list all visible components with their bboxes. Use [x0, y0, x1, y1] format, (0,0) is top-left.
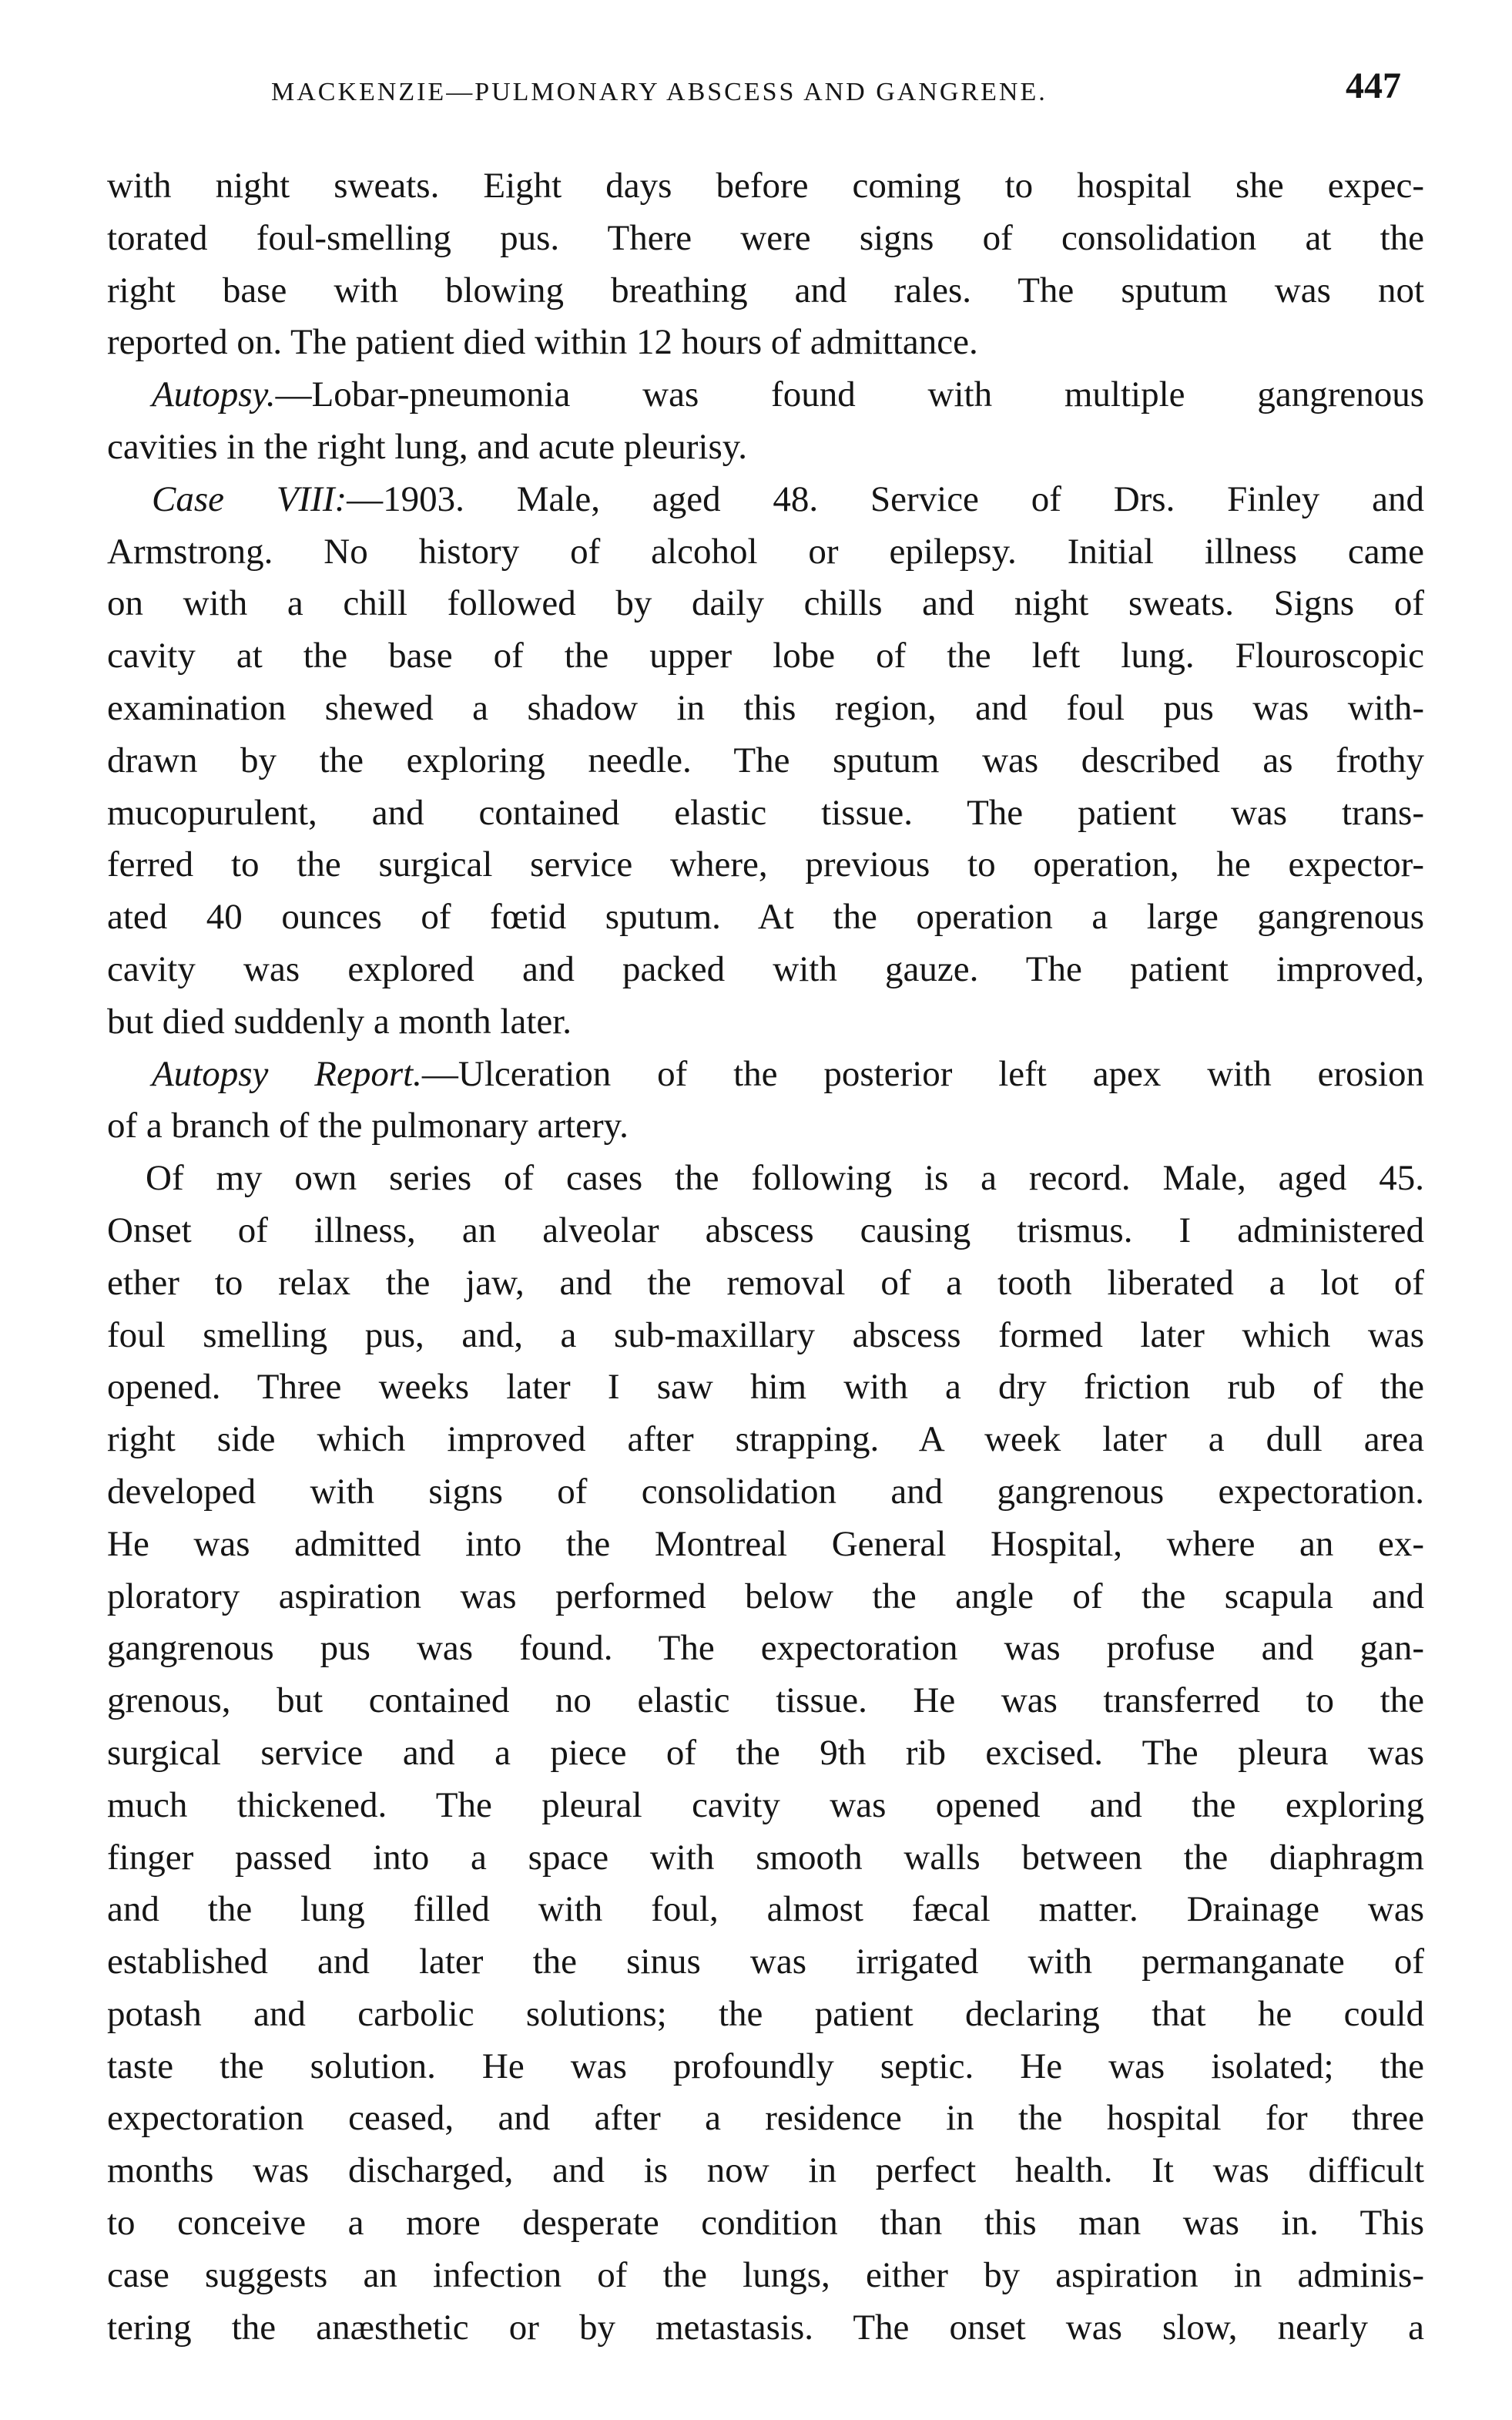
- text-line: surgical service and a piece of the 9th rib excised. The pleura was: [107, 1732, 1424, 1773]
- text-line: of a branch of the pulmonary artery.: [107, 1106, 629, 1146]
- text-line: on with a chill followed by daily chills and night sweats. Signs of: [107, 583, 1424, 624]
- autopsy-line: [107, 369, 1424, 421]
- case-heading-line: [107, 474, 1424, 526]
- autopsy-text: —Lobar-pneumonia was found with multiple gangrenous: [275, 374, 1424, 415]
- text-line: right side which improved after strapping. A week later a dull area: [107, 1419, 1424, 1460]
- text-line: Onset of illness, an alveolar abscess causing trismus. I administered: [107, 1210, 1424, 1250]
- text-line: and the lung filled with foul, almost fæcal matter. Drainage was: [107, 1889, 1424, 1930]
- case-text: —1903. Male, aged 48. Service of Drs. Finley and: [347, 478, 1424, 519]
- page-number: 447: [1346, 65, 1401, 106]
- autopsy-report-line: [107, 1049, 1424, 1101]
- text-line: gangrenous pus was found. The expectoration was profuse and gan-: [107, 1628, 1424, 1669]
- text-line: months was discharged, and is now in perfect health. It was difficult: [107, 2150, 1424, 2191]
- text-line: ated 40 ounces of fœtid sputum. At the operation a large gangrenous: [107, 897, 1424, 938]
- autopsy-report-label: Autopsy Report.: [152, 1053, 422, 1094]
- text-line: cavities in the right lung, and acute pleurisy.: [107, 426, 747, 467]
- text-line: grenous, but contained no elastic tissue. He was transferred to the: [107, 1680, 1424, 1721]
- text-line: mucopurulent, and contained elastic tissue. The patient was trans-: [107, 792, 1424, 833]
- running-title: MACKENZIE—PULMONARY ABSCESS AND GANGRENE.: [271, 78, 1048, 106]
- autopsy-report-text: —Ulceration of the posterior left apex with erosion: [421, 1053, 1424, 1094]
- text-line: right base with blowing breathing and rales. The sputum was not: [107, 270, 1424, 310]
- text-line: tering the anæsthetic or by metastasis. The onset was slow, nearly a: [107, 2307, 1424, 2348]
- text-line: cavity at the base of the upper lobe of the left lung. Flouroscopic: [107, 636, 1424, 676]
- autopsy-label: Autopsy.: [152, 374, 276, 415]
- text-line: developed with signs of consolidation and gangrenous expectoration.: [107, 1471, 1424, 1512]
- text-line: opened. Three weeks later I saw him with a dry friction rub of the: [107, 1367, 1424, 1408]
- text-line: ether to relax the jaw, and the removal of a tooth liberated a lot of: [107, 1262, 1424, 1303]
- text-line: Armstrong. No history of alcohol or epilepsy. Initial illness came: [107, 531, 1424, 572]
- text-line: but died suddenly a month later.: [107, 1001, 572, 1042]
- text-line: torated foul-smelling pus. There were signs of consolidation at the: [107, 217, 1424, 258]
- paragraph-start-line: Of my own series of cases the following is a record. Male, aged 45.: [146, 1158, 1424, 1199]
- text-line: case suggests an infection of the lungs, either by aspiration in adminis-: [107, 2254, 1424, 2295]
- text-line: finger passed into a space with smooth walls between the diaphragm: [107, 1837, 1424, 1878]
- text-line: potash and carbolic solutions; the patient declaring that he could: [107, 1993, 1424, 2034]
- text-line: reported on. The patient died within 12 hours of admittance.: [107, 322, 978, 363]
- case-label: Case VIII:: [152, 478, 347, 519]
- text-line: to conceive a more desperate condition than this man was in. This: [107, 2203, 1424, 2244]
- text-line: drawn by the exploring needle. The sputum was described as frothy: [107, 740, 1424, 780]
- text-line: established and later the sinus was irrigated with permanganate of: [107, 1942, 1424, 1982]
- text-line: with night sweats. Eight days before coming to hospital she expec-: [107, 166, 1424, 206]
- text-line: ploratory aspiration was performed below the angle of the scapula and: [107, 1576, 1424, 1616]
- body-text: [107, 160, 1424, 2354]
- text-line: examination shewed a shadow in this region, and foul pus was with-: [107, 687, 1424, 728]
- text-line: ferred to the surgical service where, previous to operation, he expector-: [107, 844, 1424, 885]
- text-line: expectoration ceased, and after a residence in the hospital for three: [107, 2098, 1424, 2139]
- text-line: cavity was explored and packed with gauze. The patient improved,: [107, 948, 1424, 989]
- text-line: much thickened. The pleural cavity was opened and the exploring: [107, 1784, 1424, 1825]
- page-header: [0, 60, 1512, 122]
- text-line: taste the solution. He was profoundly septic. He was isolated; the: [107, 2046, 1424, 2086]
- text-line: foul smelling pus, and, a sub-maxillary abscess formed later which was: [107, 1314, 1424, 1355]
- text-line: He was admitted into the Montreal General Hospital, where an ex-: [107, 1523, 1424, 1564]
